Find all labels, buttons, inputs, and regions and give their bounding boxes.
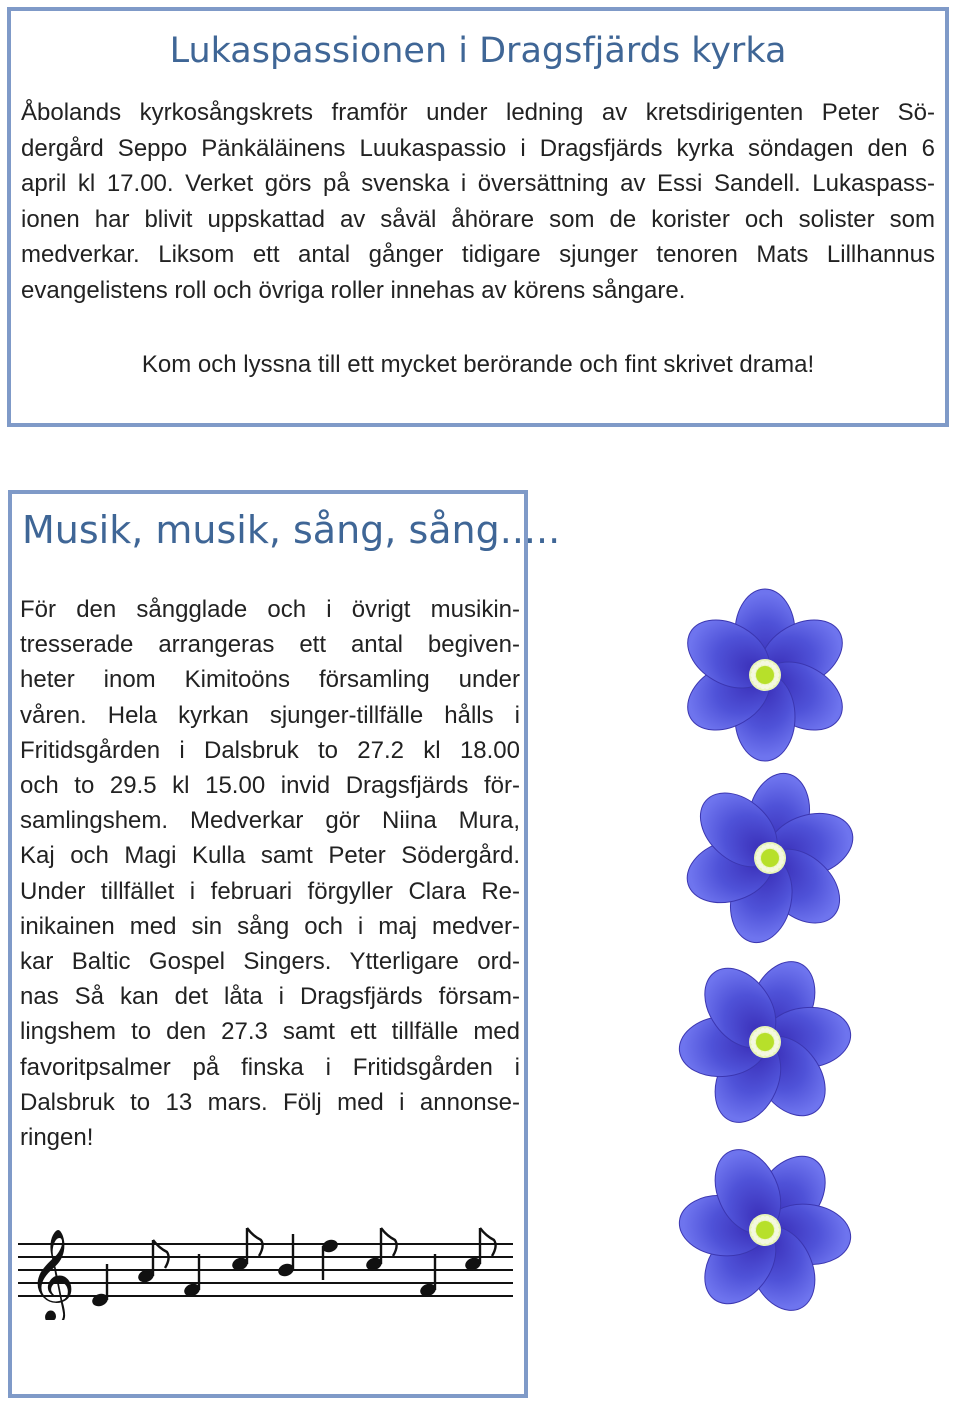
body-line: och to 29.5 kl 15.00 invid Dragsfjärds för-	[20, 772, 520, 800]
hepatica-flower-icon	[680, 768, 860, 948]
body-line: nas Så kan det låta i Dragsfjärds försam-	[20, 983, 520, 1011]
body-line: medverkar. Liksom ett antal gånger tidigare sjunger tenoren Mats Lillhannus	[21, 241, 935, 268]
body-line: april kl 17.00. Verket görs på svenska i översättning av Essi Sandell. Lukaspass-	[21, 170, 935, 197]
article-body	[21, 95, 935, 308]
body-line: Kaj och Magi Kulla samt Peter Södergård.	[20, 842, 520, 870]
body-line: För den sångglade och i övrigt musikin-	[20, 596, 520, 623]
body-line: Fritidsgården i Dalsbruk to 27.2 kl 18.00	[20, 736, 520, 764]
body-line: Under tillfället i februari förgyller Clara Re-	[20, 877, 520, 905]
body-line: Åbolands kyrkosångskrets framför under ledning av kretsdirigenten Peter Sö-	[21, 99, 935, 126]
body-line: kar Baltic Gospel Singers. Ytterligare ord-	[20, 948, 520, 976]
article-lukaspassionen	[7, 7, 949, 427]
body-line: favoritpsalmer på finska i Fritidsgården i	[20, 1053, 520, 1081]
body-line: ringen!	[20, 1124, 94, 1152]
hepatica-flower-icon	[675, 585, 855, 765]
body-line: inikainen med sin sång och i maj medver-	[20, 912, 520, 940]
svg-text:𝄞: 𝄞	[28, 1228, 76, 1320]
body-line: dergård Seppo Pänkäläinens Luukaspassio i Dragsfjärds kyrka söndagen den 6	[21, 134, 935, 162]
body-line: heter inom Kimitoöns församling under	[20, 666, 520, 694]
body-line: våren. Hela kyrkan sjunger-tillfälle hålls i	[20, 701, 520, 729]
hepatica-flower-icon	[675, 1140, 855, 1320]
article-body	[20, 592, 520, 1155]
body-line: samlingshem. Medverkar gör Niina Mura,	[20, 807, 520, 835]
invitation-text: Kom och lyssna till ett mycket berörande och fint skrivet drama!	[141, 351, 815, 378]
article-title: Musik, musik, sång, sång.....	[22, 508, 561, 552]
body-line: evangelistens roll och övriga roller innehas av körens sångare.	[21, 276, 686, 304]
body-line: tresserade arrangeras ett antal begiven-	[20, 631, 520, 659]
hepatica-flower-icon	[675, 952, 855, 1132]
article-title: Lukaspassionen i Dragsfjärds kyrka	[169, 31, 787, 71]
body-line: lingshem to den 27.3 samt ett tillfälle med	[20, 1018, 520, 1046]
body-line: Dalsbruk to 13 mars. Följ med i annonse-	[20, 1088, 520, 1116]
body-line: ionen har blivit uppskattad av såväl åhörare som de korister och solister som	[21, 205, 935, 233]
music-staff-icon	[18, 1210, 518, 1320]
